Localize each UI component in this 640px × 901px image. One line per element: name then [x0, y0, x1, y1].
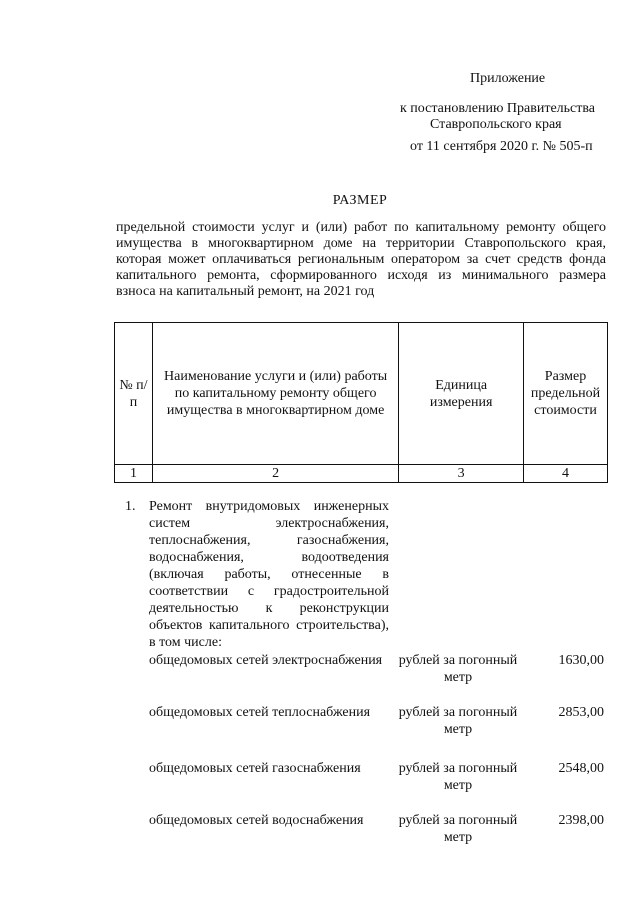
header-cell-price: Размер предельной стоимости — [524, 323, 608, 465]
appendix-label: Приложение — [470, 71, 546, 86]
item-unit: рублей за погонный метр — [398, 813, 518, 845]
column-number: 4 — [524, 465, 608, 483]
item-unit: рублей за погонный метр — [398, 653, 518, 685]
header-cell-number: № п/п — [115, 323, 153, 465]
item-name: общедомовых сетей электроснабжения — [149, 653, 383, 668]
header-cell-service: Наименование услуги и (или) работы по капитальному ремонту общего имущества в многоквартирном доме — [152, 323, 398, 465]
decree-line-2: Ставропольского края — [430, 117, 562, 132]
price-table-header — [114, 322, 608, 483]
item-unit: рублей за погонный метр — [398, 705, 518, 737]
item-price: 2853,00 — [558, 705, 604, 720]
section-number: 1. — [125, 499, 136, 514]
header-cell-unit: Единица измерения — [399, 323, 524, 465]
item-price: 1630,00 — [558, 653, 604, 668]
column-number: 1 — [115, 465, 153, 483]
decree-line-1: к постановлению Правительства — [400, 101, 596, 116]
column-number: 2 — [152, 465, 398, 483]
document-title: РАЗМЕР — [332, 193, 388, 208]
item-price: 2548,00 — [558, 761, 604, 776]
item-price: 2398,00 — [558, 813, 604, 828]
column-number: 3 — [399, 465, 524, 483]
decree-date-line: от 11 сентября 2020 г. № 505-п — [410, 139, 593, 154]
table-column-numbers-row — [115, 465, 608, 483]
item-name: общедомовых сетей теплоснабжения — [149, 705, 371, 720]
item-unit: рублей за погонный метр — [398, 761, 518, 793]
table-header-row — [115, 323, 608, 465]
section-text: Ремонт внутридомовых инженерных систем электроснабжения, теплоснабжения, газоснабжения, водоснабжения, водоотведения (включая работы, отнесенные в соответствии с градостроительной деятельностью к реконструкции объектов капитального строительства), в том числе: — [149, 499, 389, 650]
item-name: общедомовых сетей водоснабжения — [149, 813, 364, 828]
document-subtitle: предельной стоимости услуг и (или) работ по капитальному ремонту общего имущества в многоквартирном доме на территории Ставропольского края, которая может оплачиваться региональным оператором за счет средств фонда капитального ремонта, сформированного исходя из минимального размера взноса на капитальный ремонт, на 2021 год — [116, 220, 606, 299]
item-name: общедомовых сетей газоснабжения — [149, 761, 361, 776]
